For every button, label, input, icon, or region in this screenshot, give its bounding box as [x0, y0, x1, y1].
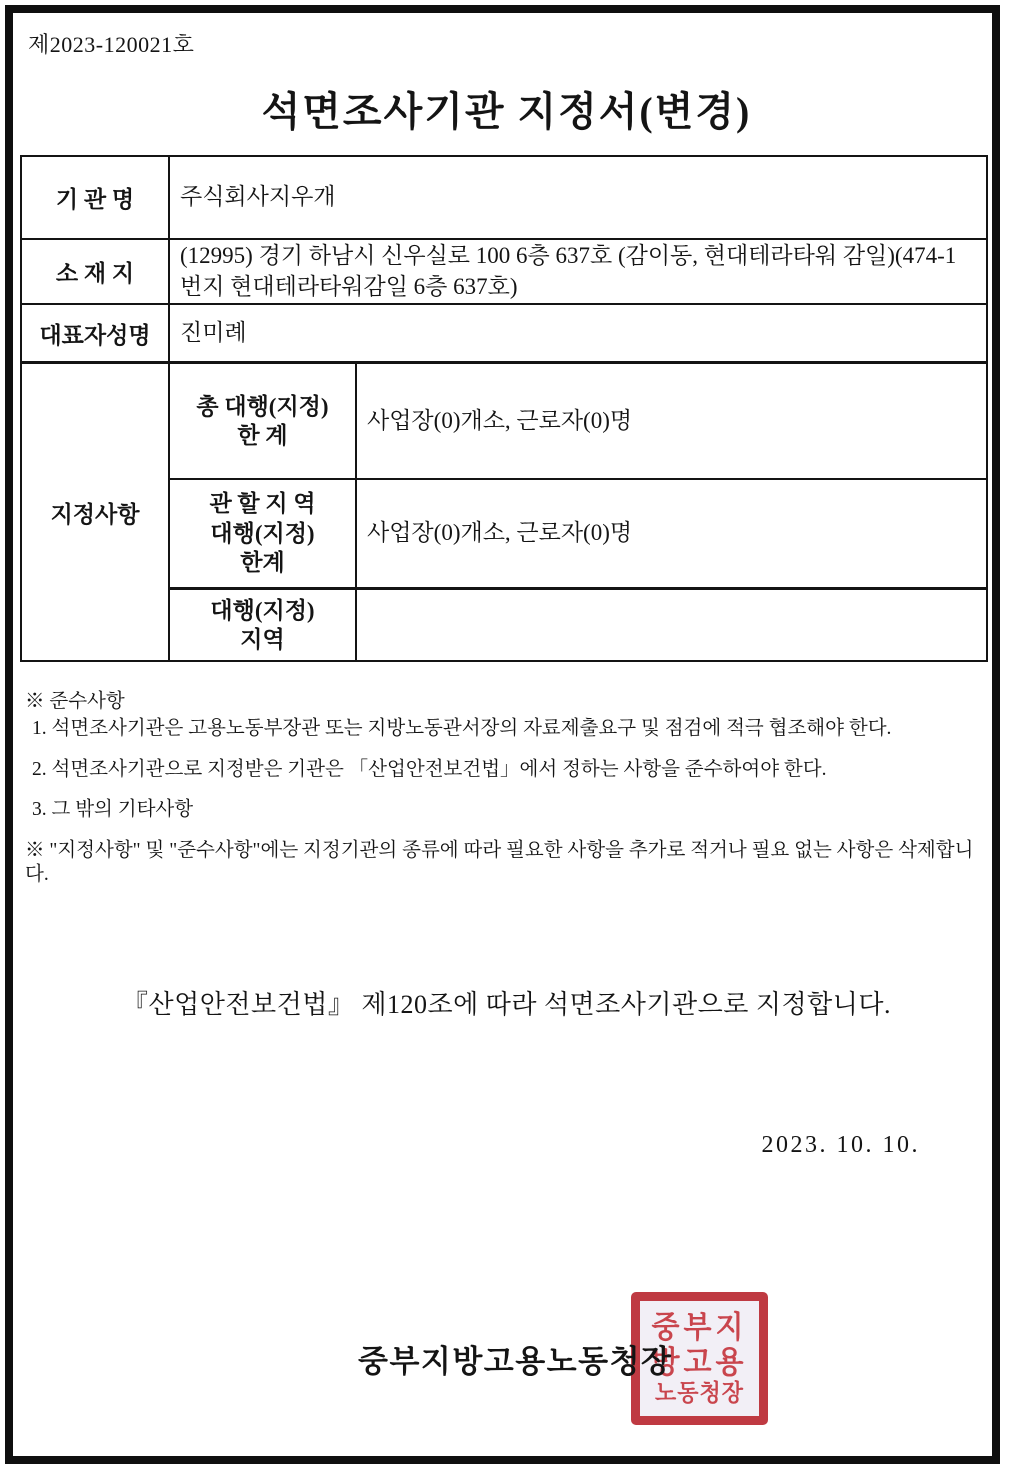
note-item-1: 1. 석면조사기관은 고용노동부장관 또는 지방노동관서장의 자료제출요구 및 점검에 적극 협조해야 한다.	[32, 717, 892, 739]
value-jurisdiction-agency-limit: 사업장(0)개소, 근로자(0)명	[357, 480, 986, 590]
value-representative: 진미례	[170, 305, 986, 364]
value-total-agency-limit: 사업장(0)개소, 근로자(0)명	[357, 364, 986, 480]
info-table	[20, 155, 988, 662]
label-line: 지역	[240, 627, 285, 652]
label-agency-region	[170, 590, 357, 660]
value-agency-name: 주식회사지우개	[170, 157, 986, 240]
label-designation: 지정사항	[22, 364, 170, 660]
document-title: 석면조사기관 지정서(변경)	[261, 89, 752, 134]
notes-footer: ※ "지정사항" 및 "준수사항"에는 지정기관의 종류에 따라 필요한 사항을 추가로 적거나 필요 없는 사항은 삭제합니다.	[25, 840, 974, 885]
note-item-3: 3. 그 밖의 기타사항	[32, 799, 194, 821]
seal-text-row: 노동청장	[654, 1379, 744, 1406]
seal-text-row: 중부지	[651, 1311, 748, 1346]
notes-header: ※ 준수사항	[25, 691, 125, 712]
label-jurisdiction-agency-limit	[170, 480, 357, 590]
label-address: 소 재 지	[22, 240, 170, 305]
issue-date: 2023. 10. 10.	[761, 1132, 920, 1158]
label-total-agency-limit	[170, 364, 357, 480]
note-item-2: 2. 석면조사기관으로 지정받은 기관은 「산업안전보건법」에서 정하는 사항을 준수하여야 한다.	[32, 758, 827, 780]
label-representative: 대표자성명	[22, 305, 170, 364]
label-agency-name: 기 관 명	[22, 157, 170, 240]
compliance-notes	[25, 690, 990, 887]
signer-name: 중부지방고용노동청장	[358, 1344, 673, 1379]
label-line: 총 대행(지정)	[196, 393, 329, 419]
label-line: 관 할 지 역	[209, 491, 316, 517]
label-line: 대행(지정)	[210, 520, 315, 546]
label-line: 한계	[240, 550, 285, 576]
value-address: (12995) 경기 하남시 신우실로 100 6층 637호 (감이동, 현대테라타워 감일)(474-1번지 현대테라타워감일 6층 637호)	[170, 240, 986, 305]
label-line: 한 계	[237, 423, 288, 448]
value-agency-region	[357, 590, 986, 660]
document-number: 제2023-120021호	[28, 32, 195, 57]
seal-text-row: 방고용	[651, 1345, 748, 1380]
label-line: 대행(지정)	[210, 597, 315, 623]
designation-statement: 『산업안전보건법』 제120조에 따라 석면조사기관으로 지정합니다.	[122, 990, 891, 1019]
